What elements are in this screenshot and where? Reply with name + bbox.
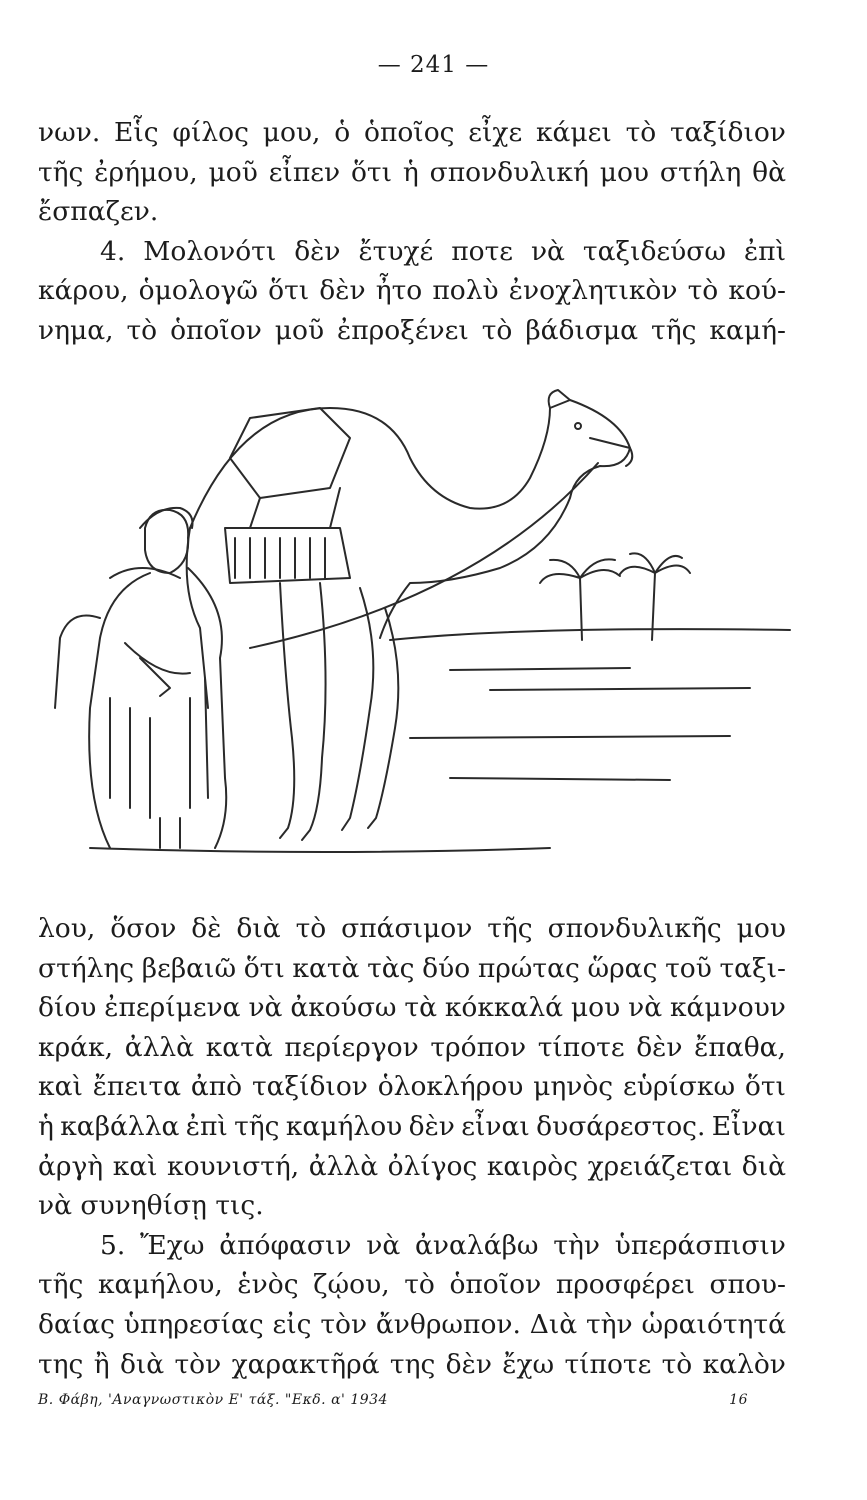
word: ἔπειτα — [92, 1071, 181, 1103]
text-line — [38, 1147, 786, 1187]
word: νὰ — [366, 1229, 401, 1261]
word: κού- — [728, 275, 786, 307]
word: τὸ — [295, 913, 327, 944]
word: τὸ — [661, 1348, 693, 1380]
word: ταξίδιον — [669, 117, 786, 148]
word: τὸ — [687, 275, 719, 307]
word: δαίας — [38, 1308, 115, 1340]
camel-body — [190, 400, 630, 638]
word: τῆς — [487, 913, 533, 944]
word: βεβαιῶ — [141, 952, 237, 984]
word: ὁμολογῶ — [138, 275, 258, 307]
signature-number: 16 — [729, 1392, 748, 1408]
word: τὸ — [404, 1269, 435, 1301]
word: ἢ — [93, 1348, 110, 1380]
text-line — [38, 1067, 786, 1107]
word: ὥρας — [587, 952, 658, 984]
word: προσφέρει — [555, 1269, 695, 1301]
word: ὅτι — [268, 275, 310, 307]
word: ἐνοχλητικὸν — [508, 275, 678, 307]
word: δὲν — [445, 1348, 492, 1380]
word: ὡραιότητά — [641, 1308, 786, 1340]
word: καμήλου — [285, 1110, 403, 1142]
word: ταξιδεύσω — [582, 235, 726, 267]
word: ἐπροξένει — [337, 314, 469, 346]
word: Διὰ — [529, 1308, 578, 1340]
word: ἀλλὰ — [124, 1031, 195, 1063]
word: εἶναι — [461, 1110, 530, 1142]
word: τὸν — [320, 1308, 368, 1340]
word: τὴν — [586, 1308, 633, 1340]
word: ἀλλὰ — [308, 1150, 379, 1182]
word: τὸ — [126, 314, 158, 346]
text-line — [38, 153, 786, 193]
text-line — [38, 1226, 786, 1266]
word: ἀναλάβω — [415, 1229, 539, 1261]
word: Ἔχω — [140, 1229, 205, 1261]
word: καμή- — [709, 314, 786, 346]
text-line: νὰ συνηθίσῃ τις. — [38, 1190, 264, 1222]
word: μου — [570, 992, 621, 1024]
word: τοῦ — [665, 952, 712, 984]
word: τὸ — [481, 314, 513, 346]
word: σπου- — [709, 1269, 786, 1301]
word: εὑρίσκω — [622, 1071, 736, 1103]
word: ὁλοκλήρου — [377, 1071, 524, 1103]
man-figure — [145, 510, 188, 573]
word: ὁ — [334, 117, 351, 148]
word: διὰ — [236, 913, 281, 944]
word: σπάσιμον — [341, 913, 473, 944]
word: μοῦ — [208, 156, 258, 188]
word: πολὺ — [432, 275, 499, 307]
word: ἐπερίμενα — [104, 992, 241, 1024]
word: τὰ — [404, 992, 437, 1024]
word: ἔχω — [502, 1348, 555, 1380]
word: δὲν — [636, 1031, 683, 1063]
word: δὲν — [408, 1110, 455, 1142]
page-footer — [38, 1392, 748, 1408]
word: ὑπεράσπισιν — [614, 1229, 786, 1261]
word: ὑπηρεσίας — [123, 1308, 264, 1340]
word: τρόπον — [430, 1031, 527, 1063]
word: ὅτι — [744, 1071, 786, 1103]
word: ζῴου, — [313, 1269, 390, 1301]
word: ὅτι — [243, 952, 285, 984]
word: ἐπὶ — [185, 1110, 228, 1142]
word: κάμνουν — [669, 992, 786, 1024]
word: στήλης — [38, 952, 135, 984]
word: κάμει — [535, 117, 612, 148]
word: τῆς — [234, 1110, 280, 1142]
text-block-bottom — [38, 909, 786, 1384]
word: φίλος — [172, 117, 249, 148]
word: καλὸν — [702, 1348, 786, 1380]
word: καμήλου, — [97, 1269, 223, 1301]
word: τὰς — [367, 952, 415, 984]
word: ἡ — [402, 156, 419, 188]
word: της — [38, 1348, 84, 1380]
word: κόκκαλά — [444, 992, 564, 1024]
word: ἔτυχέ — [358, 235, 434, 267]
word: Εἶναι — [711, 1110, 786, 1142]
word: κράκ, — [38, 1031, 114, 1063]
word: νων. — [38, 117, 101, 148]
word: δὲν — [294, 235, 341, 267]
text-line — [38, 1107, 786, 1147]
word: ἀπὸ — [190, 1071, 243, 1103]
word: Εἷς — [114, 117, 159, 148]
word: καιρὸς — [486, 1150, 579, 1182]
word: τίποτε — [564, 1348, 652, 1380]
text-line — [38, 1305, 786, 1345]
word: 4. — [100, 235, 126, 267]
word: ταξι- — [719, 952, 786, 984]
word: εἶπεν — [268, 156, 341, 188]
text-line: ἔσπαζεν. — [38, 196, 159, 228]
word: ἡ — [38, 1110, 54, 1142]
word: ποτε — [451, 235, 513, 267]
word: ὅσον — [110, 913, 177, 944]
word: ὁποῖον — [170, 314, 262, 346]
word: κατὰ — [205, 1031, 273, 1063]
text-line — [38, 949, 786, 989]
text-line — [38, 232, 786, 272]
word: σπονδυλικῆς — [547, 913, 722, 944]
page-number: — 241 — — [377, 52, 490, 78]
word: μοῦ — [274, 314, 325, 346]
word: κουνιστή, — [167, 1150, 300, 1182]
word: ἑνὸς — [237, 1269, 299, 1301]
word: ἀπόφασιν — [219, 1229, 352, 1261]
word: πρώτας — [477, 952, 580, 984]
word: εἰς — [272, 1308, 312, 1340]
word: καβάλλα — [60, 1110, 180, 1142]
word: διὰ — [119, 1348, 165, 1380]
text-line — [38, 113, 786, 153]
word: ἀκούσω — [290, 992, 397, 1024]
word: ἦτο — [375, 275, 423, 307]
word: Μολονότι — [143, 235, 277, 267]
text-line — [38, 1028, 786, 1068]
word: κατὰ — [292, 952, 360, 984]
word: καὶ — [38, 1071, 83, 1103]
word: ἐρήμου, — [94, 156, 198, 188]
word: τίποτε — [537, 1031, 625, 1063]
word: διὰ — [741, 1150, 786, 1182]
word: ὅτι — [350, 156, 392, 188]
word: ὁποῖος — [363, 117, 455, 148]
word: νὰ — [530, 235, 565, 267]
camel-leg — [342, 588, 373, 830]
text-line — [38, 1265, 786, 1305]
footer-citation: Β. Φάβη, 'Αναγνωστικὸν Ε' τάξ. "Εκδ. α' 1934 — [38, 1392, 388, 1408]
word: μου, — [262, 117, 321, 148]
word: λου, — [38, 913, 96, 944]
word: μου — [599, 156, 650, 188]
text-line — [38, 988, 786, 1028]
word: περίεργον — [284, 1031, 419, 1063]
camel-illustration — [30, 378, 820, 898]
text-block-top — [38, 113, 786, 351]
camel-leg — [280, 583, 294, 838]
word: δὲ — [191, 913, 222, 944]
word: νημα, — [38, 314, 114, 346]
word: καὶ — [112, 1150, 158, 1182]
text-line — [38, 311, 786, 351]
word: ἄνθρωπον. — [375, 1308, 521, 1340]
word: δίου — [38, 992, 97, 1024]
word: τῆς — [651, 314, 697, 346]
word: δυσάρεστος. — [536, 1110, 706, 1142]
word: ὁποῖον — [449, 1269, 542, 1301]
word: της — [389, 1348, 436, 1380]
word: δὲν — [319, 275, 366, 307]
word: μου — [736, 913, 786, 944]
text-line — [38, 909, 786, 949]
text-line — [38, 271, 786, 311]
word: ταξίδιον — [251, 1071, 368, 1103]
word: τὸν — [174, 1348, 222, 1380]
word: ὀλίγος — [387, 1150, 478, 1182]
word: θὰ — [752, 156, 786, 188]
word: δύο — [422, 952, 471, 984]
word: σπονδυλική — [429, 156, 589, 188]
word: τῆς — [38, 1269, 84, 1301]
text-line — [38, 1345, 786, 1385]
word: νὰ — [628, 992, 663, 1024]
word: τὴν — [553, 1229, 600, 1261]
saddle — [230, 408, 350, 498]
word: 5. — [100, 1229, 126, 1261]
word: ἔπαθα, — [694, 1031, 786, 1063]
word: εἶχε — [468, 117, 523, 148]
word: ἐπὶ — [743, 235, 786, 267]
word: ἀργὴ — [38, 1150, 104, 1182]
word: στήλη — [659, 156, 742, 188]
word: μηνὸς — [533, 1071, 614, 1103]
word: χρειάζεται — [587, 1150, 733, 1182]
word: νὰ — [248, 992, 283, 1024]
word: κάρου, — [38, 275, 129, 307]
word: βάδισμα — [525, 314, 639, 346]
word: χαρακτῆρά — [231, 1348, 380, 1380]
camel-leg — [302, 583, 326, 840]
word: τῆς — [38, 156, 84, 188]
word: τὸ — [625, 117, 657, 148]
